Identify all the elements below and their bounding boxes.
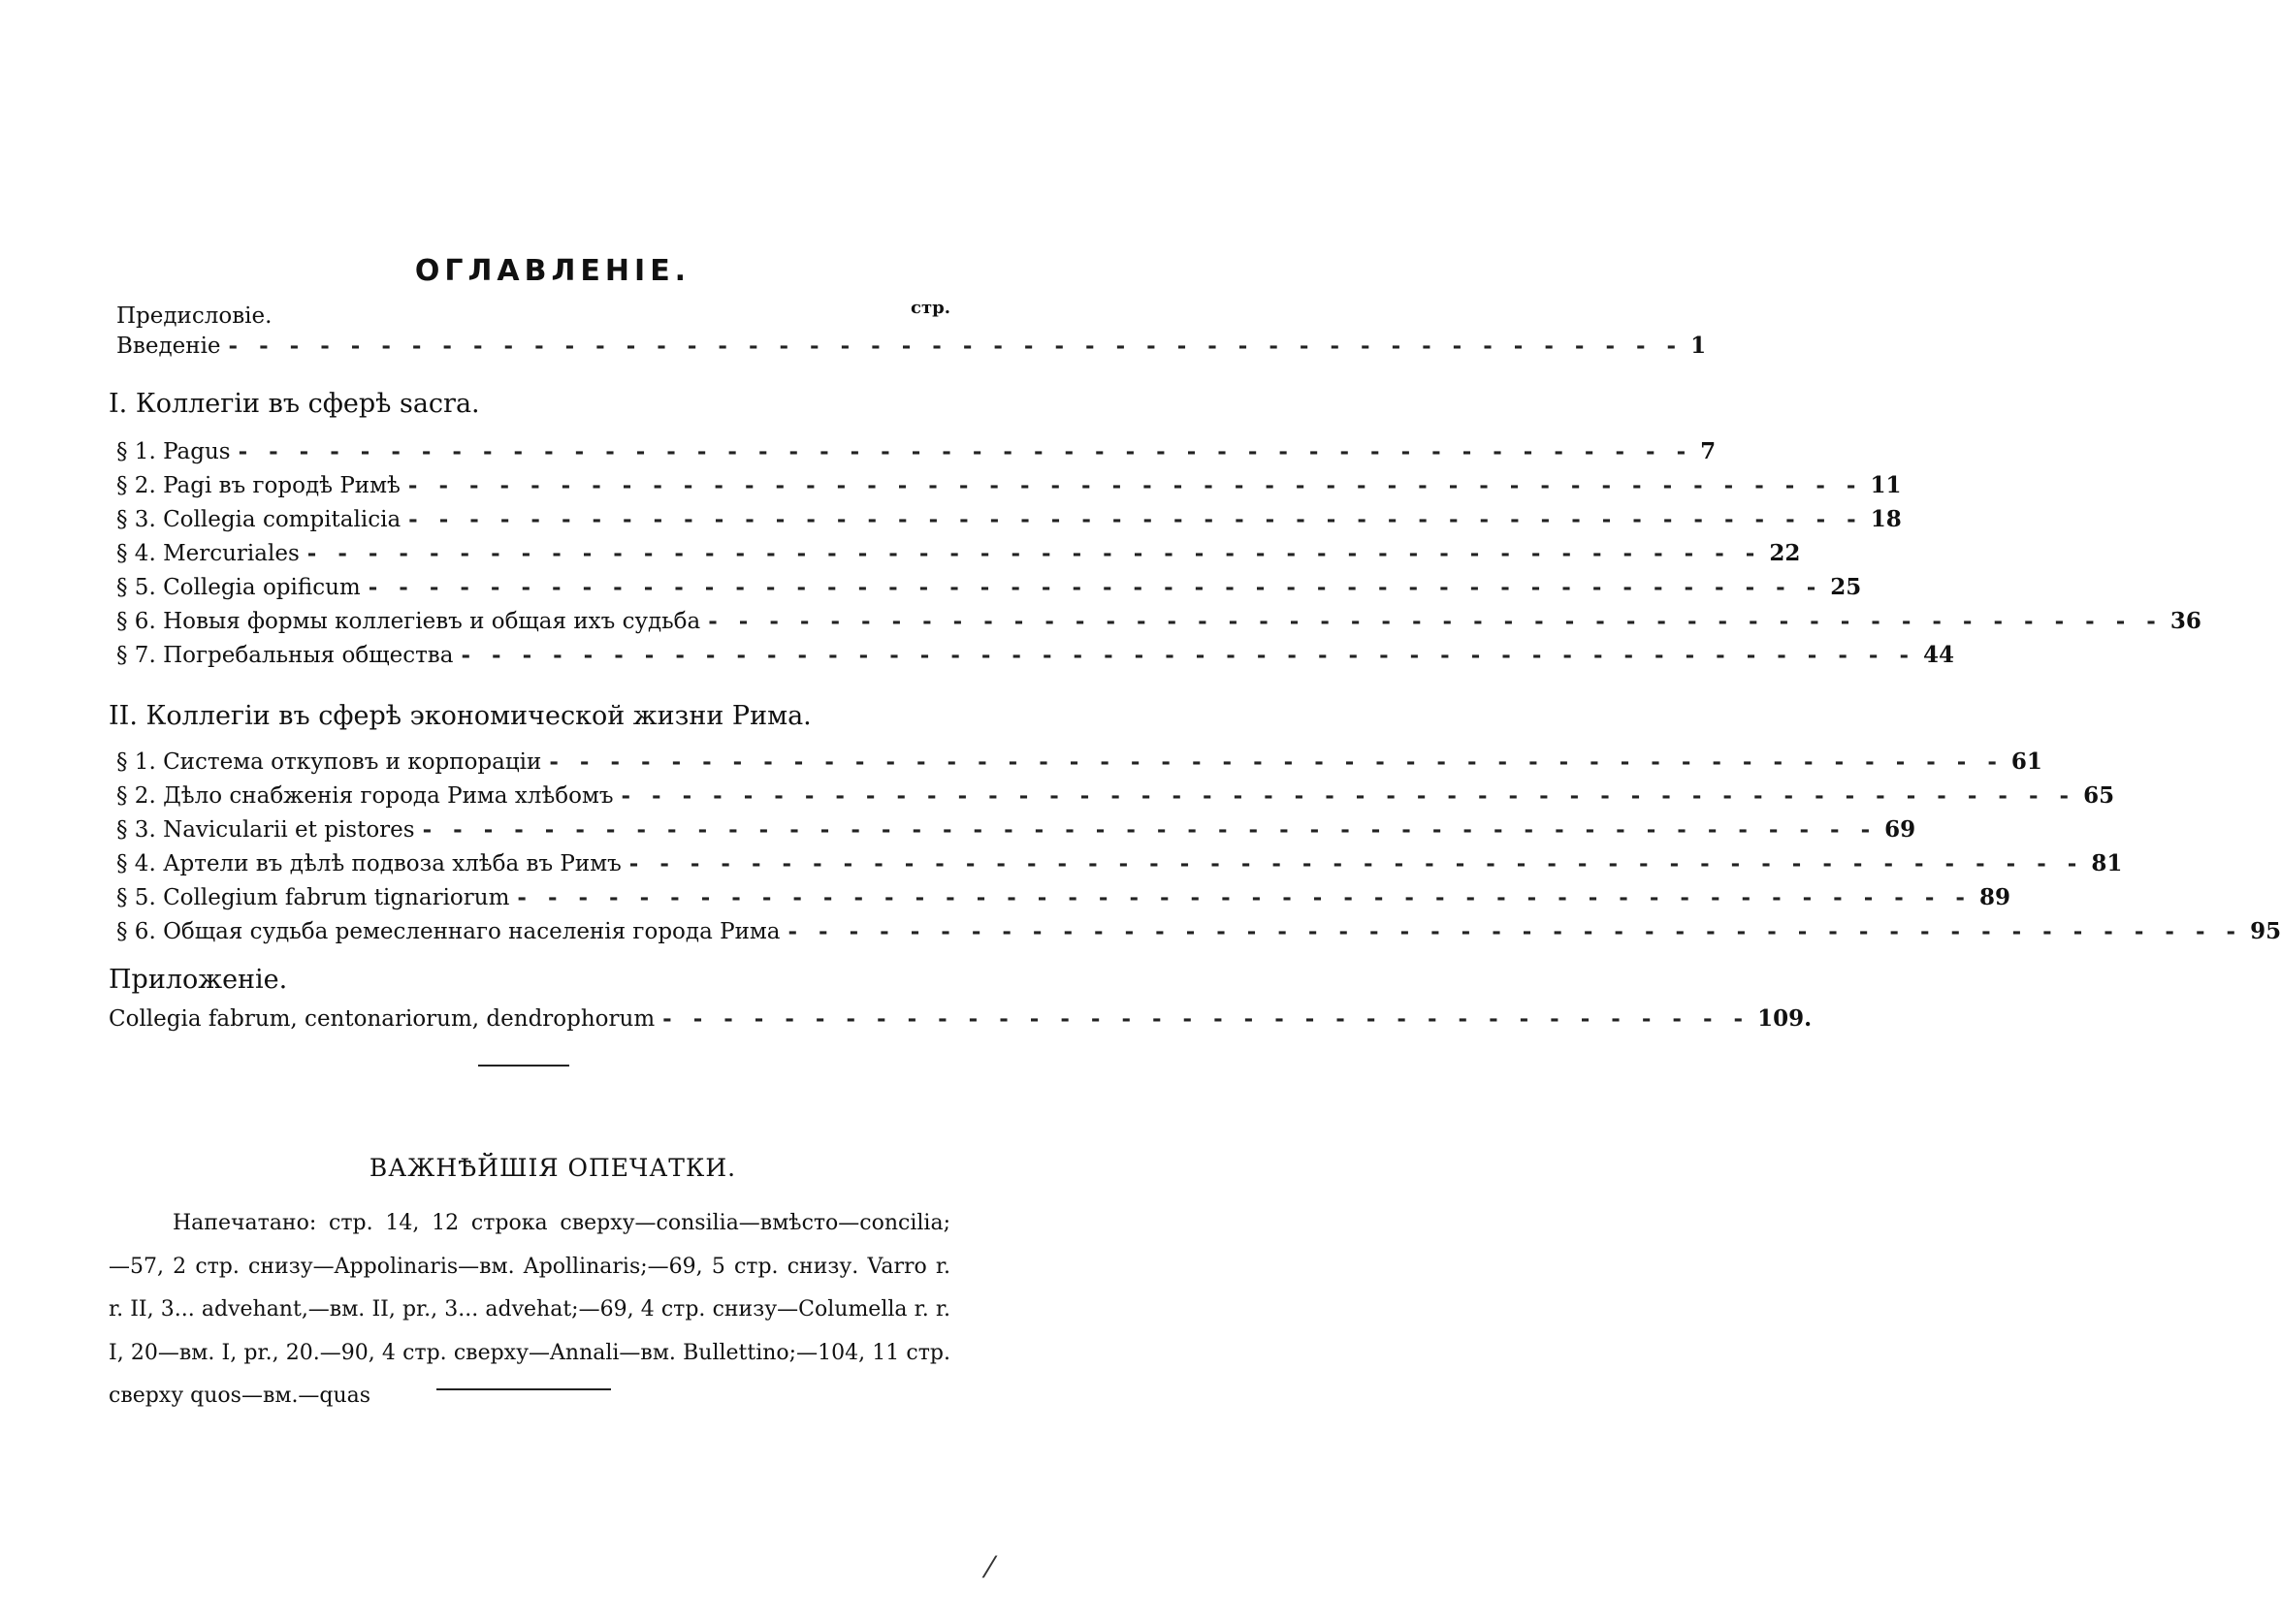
dot-leader: - - - - - - - - - - - - - - - - - - - - - - - - - - - - - - - - - - - - - - - - - - - - - - - -	[422, 816, 1878, 843]
toc-entry-page: 25	[1830, 574, 1862, 600]
toc-entry-page: 69	[1884, 816, 1916, 843]
dot-leader: - - - - - - - - - - - - - - - - - - - - - - - - - - - - - - - - - - - - - - - - - - - - - - - -	[628, 850, 2084, 876]
dot-leader: - - - - - - - - - - - - - - - - - - - - - - - - - - - - - - - - - - - - - - - - - - - - - - - -	[708, 608, 2163, 634]
section-heading-part1: I. Коллегіи въ сферѣ sacra.	[109, 389, 480, 419]
errata-title: ВАЖНѢЙШІЯ ОПЕЧАТКИ.	[369, 1154, 737, 1182]
toc-entry-page: 89	[1978, 884, 2010, 910]
toc-entry-label: § 4. Mercuriales	[116, 541, 300, 566]
toc-entry	[116, 816, 1916, 851]
toc-entry	[116, 438, 1717, 473]
toc-entry-page: 65	[2083, 782, 2115, 809]
toc-entry-page: 81	[2091, 850, 2123, 876]
section-heading-appendix: Приложеніе.	[109, 965, 288, 995]
toc-entry-preface: Предисловіе.	[116, 303, 273, 329]
dot-leader: - - - - - - - - - - - - - - - - - - - - - - - - - - - - - - - - - - - -	[662, 1005, 1751, 1032]
dot-leader: - - - - - - - - - - - - - - - - - - - - - - - - - - - - - - - - - - - - - - - - - - - - - - - -	[228, 333, 1684, 359]
toc-entry-label: § 6. Общая судьба ремесленнаго населенія города Рима	[116, 919, 781, 944]
dot-leader: - - - - - - - - - - - - - - - - - - - - - - - - - - - - - - - - - - - - - - - - - - - - - - - -	[306, 540, 1762, 566]
toc-entry-label: § 2. Дѣло снабженія города Рима хлѣбомъ	[116, 783, 614, 809]
errata-text: Напечатано: стр. 14, 12 строка сверху—consilia—вмѣсто—concilia; —57, 2 стр. снизу—Appolinaris—вм. Apollinaris;—69, 5 стр. снизу. Varro r. r. II, 3... advehant,—вм. II, pr., 3... advehat;—69, 4 стр. снизу—Columella r. r. I, 20—вм. I, pr., 20.—90, 4 стр. сверху—Annali—вм. Bullettino;—104, 11 стр. сверху quos—вм.—quas	[109, 1211, 950, 1408]
toc-entry	[109, 1005, 1813, 1040]
dot-leader: - - - - - - - - - - - - - - - - - - - - - - - - - - - - - - - - - - - - - - - - - - - - - - - -	[238, 438, 1693, 464]
toc-entry-page: 18	[1870, 506, 1902, 532]
dot-leader: - - - - - - - - - - - - - - - - - - - - - - - - - - - - - - - - - - - - - - - - - - - - - - - -	[517, 884, 1972, 910]
toc-entry-label: Введеніе	[116, 334, 221, 359]
dot-leader: - - - - - - - - - - - - - - - - - - - - - - - - - - - - - - - - - - - - - - - - - - - - - - - -	[787, 918, 2243, 944]
toc-entry-label: § 1. Pagus	[116, 439, 231, 464]
divider-rule	[478, 1065, 569, 1067]
toc-entry	[116, 540, 1801, 575]
toc-entry	[116, 333, 1707, 367]
page-column-label: стр.	[911, 298, 950, 318]
toc-entry-page: 44	[1923, 642, 1955, 668]
toc-entry	[116, 472, 1902, 507]
toc-entry-label: § 3. Collegia compitalicia	[116, 507, 402, 532]
toc-entry-page: 36	[2169, 608, 2201, 634]
toc-entry-page: 7	[1700, 438, 1717, 464]
toc-entry	[116, 918, 2281, 953]
toc-entry-page: 22	[1769, 540, 1801, 566]
toc-entry	[116, 748, 2042, 783]
toc-entry-label: Collegia fabrum, centonariorum, dendrophorum	[109, 1006, 656, 1032]
toc-entry-label: § 1. Система откуповъ и корпораціи	[116, 749, 542, 775]
toc-entry-page: 109.	[1757, 1005, 1813, 1032]
divider-rule	[436, 1388, 611, 1390]
toc-entry	[116, 850, 2123, 885]
toc-entry-page: 95	[2250, 918, 2281, 944]
toc-entry	[116, 884, 2010, 919]
toc-entry-label: § 6. Новыя формы коллегіевъ и общая ихъ судьба	[116, 609, 701, 634]
toc-entry-label: § 4. Артели въ дѣлѣ подвоза хлѣба въ Римъ	[116, 851, 622, 876]
toc-entry-label: § 7. Погребальныя общества	[116, 643, 454, 668]
toc-entry-page: 61	[2010, 748, 2042, 775]
page-title: ОГЛАВЛЕНІЕ.	[414, 254, 691, 288]
dot-leader: - - - - - - - - - - - - - - - - - - - - - - - - - - - - - - - - - - - - - - - - - - - - - - - -	[621, 782, 2076, 809]
toc-entry	[116, 608, 2201, 643]
toc-entry-label: § 5. Collegia opificum	[116, 575, 361, 600]
toc-entry-page: 11	[1870, 472, 1902, 498]
dot-leader: - - - - - - - - - - - - - - - - - - - - - - - - - - - - - - - - - - - - - - - - - - - - - - - -	[407, 472, 1863, 498]
toc-entry	[116, 642, 1955, 677]
toc-entry	[116, 574, 1862, 609]
dot-leader: - - - - - - - - - - - - - - - - - - - - - - - - - - - - - - - - - - - - - - - - - - - - - - - -	[408, 506, 1863, 532]
dot-leader: - - - - - - - - - - - - - - - - - - - - - - - - - - - - - - - - - - - - - - - - - - - - - - - -	[368, 574, 1823, 600]
toc-entry-label: § 5. Collegium fabrum tignariorum	[116, 885, 510, 910]
toc-entry-label: § 3. Navicularii et pistores	[116, 817, 415, 843]
dot-leader: - - - - - - - - - - - - - - - - - - - - - - - - - - - - - - - - - - - - - - - - - - - - - - - -	[549, 748, 2004, 775]
pencil-mark: ⁄	[987, 1551, 993, 1585]
dot-leader: - - - - - - - - - - - - - - - - - - - - - - - - - - - - - - - - - - - - - - - - - - - - - - - -	[461, 642, 1916, 668]
section-heading-part2: II. Коллегіи въ сферѣ экономической жизни Рима.	[109, 701, 812, 731]
toc-entry-label: § 2. Pagi въ городѣ Римѣ	[116, 473, 401, 498]
toc-entry	[116, 506, 1902, 541]
toc-entry-page: 1	[1690, 333, 1707, 359]
toc-entry	[116, 782, 2115, 817]
